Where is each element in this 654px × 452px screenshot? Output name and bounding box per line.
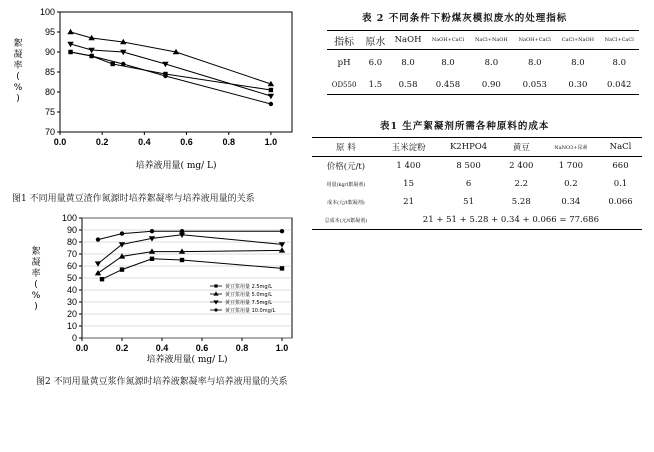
y-axis-label: ( (16, 72, 20, 82)
data-point-triangle (67, 29, 73, 34)
figure1-caption: 图1 不同用量黄豆渣作氮源时培养絮凝率与培养液用量的关系 (12, 194, 255, 204)
table2-header-cell: NaOH+CaCl (518, 37, 551, 43)
data-point-square (150, 257, 154, 261)
y-tick-label: 75 (44, 107, 55, 117)
table2-header-cell: 指标 (334, 36, 355, 48)
table1-cell: 5.28 (511, 197, 531, 207)
data-point-circle (163, 74, 167, 78)
y-axis-label: ) (16, 94, 20, 104)
table1 (312, 137, 642, 230)
data-point-triangle (279, 247, 285, 252)
table2-header-cell: 原水 (365, 36, 386, 48)
data-point-circle (280, 229, 284, 233)
table2-cell: 8.0 (528, 57, 542, 68)
data-point-circle (68, 50, 72, 54)
table2-cell: 8.0 (612, 57, 626, 68)
table2-header-cell: NaCl+NaOH (474, 37, 508, 43)
data-point-triangle (95, 270, 101, 275)
series-line (102, 259, 282, 279)
data-point-circle (96, 237, 100, 241)
table2-cell: 0.58 (398, 79, 418, 90)
legend-entry: 黄豆浆用量 2.5mg/L (225, 284, 273, 290)
data-point-circle (150, 229, 154, 233)
table1-cell: 15 (403, 179, 414, 189)
data-point-triangle-down (268, 94, 274, 99)
data-point-square (100, 277, 104, 281)
y-tick-label: 30 (66, 297, 77, 307)
table1-cell: 1 700 (558, 161, 584, 171)
figure1-chart (2, 0, 302, 170)
table2-header-row (327, 31, 639, 50)
y-tick-label: 95 (44, 27, 55, 37)
data-point-square (180, 258, 184, 262)
y-tick-label: 85 (44, 67, 55, 77)
table2-cell: pH (337, 57, 351, 68)
legend-entry: 黄豆浆用量 5.0mg/L (225, 292, 273, 298)
table2-cell: 8.0 (571, 57, 585, 68)
x-tick-label: 0.6 (180, 137, 193, 147)
y-tick-label: 0 (71, 333, 77, 343)
x-tick-label: 0.8 (235, 343, 249, 353)
table2-title: 表 2 不同条件下粉煤灰模拟废水的处理指标 (362, 13, 568, 24)
table2-cell: 0.30 (568, 79, 588, 90)
table1-cell: 0.2 (564, 179, 578, 189)
data-point-triangle-down (213, 300, 218, 304)
table2 (327, 30, 639, 95)
y-tick-label: 60 (66, 261, 77, 271)
table1-header-cell: 黄豆 (512, 143, 530, 153)
x-tick-label: 0.4 (138, 137, 151, 147)
table1-cell: 8 500 (456, 161, 481, 171)
table1-cell: 0.34 (561, 197, 581, 207)
y-axis-label: 凝 (31, 258, 41, 268)
y-tick-label: 100 (61, 213, 77, 223)
table1-cell: 21 (403, 197, 414, 207)
series-line (71, 44, 271, 96)
table1-header-row (312, 138, 642, 157)
x-tick-label: 0.8 (222, 137, 235, 147)
data-point-square (111, 62, 115, 66)
x-tick-label: 1.0 (275, 343, 289, 353)
data-point-circle (269, 102, 273, 106)
table1-header-cell: K2HPO4 (449, 142, 488, 152)
data-point-square (214, 284, 217, 287)
data-point-triangle-down (279, 242, 285, 247)
y-tick-label: 70 (66, 249, 77, 259)
y-axis-label: 率 (13, 61, 23, 71)
y-axis-label: % (13, 83, 23, 93)
y-axis-label: ( (34, 280, 38, 290)
table1-row (312, 157, 642, 176)
y-axis-label: 絮 (31, 247, 41, 257)
table2-cell: 0.053 (522, 79, 547, 90)
y-tick-label: 20 (66, 309, 77, 319)
table2-cell: 0.042 (607, 79, 632, 90)
table1-cell: 2.2 (514, 179, 529, 189)
legend-entry: 黄豆浆用量 7.5mg/L (225, 300, 273, 306)
table2-header-cell: CaCl+NaOH (561, 37, 595, 43)
table2-header-cell: NaCl+CaCl (604, 37, 634, 43)
table1-header-cell: NaCl (609, 142, 632, 152)
table1-cell: 成本(元/t絮凝剂) (327, 199, 365, 206)
table2-cell: 0.458 (435, 79, 461, 90)
table2-header-cell: NaOH+CaCl (431, 37, 465, 43)
series-line (71, 52, 271, 90)
table2-cell: 8.0 (441, 57, 455, 68)
data-point-square (280, 266, 284, 270)
table1-cell: 2 400 (509, 161, 534, 171)
y-axis-label: 率 (31, 269, 41, 279)
y-tick-label: 80 (44, 87, 55, 97)
y-tick-label: 10 (66, 321, 77, 331)
x-axis-label: 培养液用量( mg/ L) (146, 355, 228, 365)
table1-total-label: 总成本(元/t絮凝剂) (324, 217, 368, 224)
table1-header-cell: 玉米淀粉 (391, 143, 426, 153)
table2-cell: 0.90 (481, 79, 501, 90)
series-line (98, 235, 282, 264)
data-point-square (269, 88, 273, 92)
y-axis-label: 凝 (13, 50, 23, 60)
table2-header-cell: NaOH (394, 35, 422, 45)
y-tick-label: 90 (66, 225, 77, 235)
y-tick-label: 70 (44, 127, 55, 137)
table1-cell: 0.066 (608, 197, 633, 207)
table2-cell: 6.0 (368, 57, 383, 68)
x-tick-label: 0.2 (95, 137, 109, 147)
data-point-circle (121, 62, 125, 66)
y-tick-label: 90 (44, 47, 55, 57)
figure2-chart (20, 208, 330, 378)
y-tick-label: 40 (66, 285, 77, 295)
x-tick-label: 0.0 (75, 343, 89, 353)
table1-cell: 1 400 (396, 161, 421, 171)
table1-total-row (312, 211, 642, 230)
y-axis-label: % (31, 291, 41, 301)
table1-cell: 价格(元/t) (326, 162, 366, 172)
table1-header-cell: 原 料 (336, 143, 356, 153)
x-tick-label: 0.4 (155, 343, 169, 353)
data-point-circle (120, 231, 124, 235)
table1-title: 表1 生产絮凝剂所需各种原料的成本 (380, 121, 550, 132)
data-point-square (120, 267, 124, 271)
table1-total-formula: 21 + 51 + 5.28 + 0.34 + 0.066 = 77.686 (422, 215, 599, 225)
x-axis-label: 培养液用量( mg/ L) (135, 161, 217, 170)
x-tick-label: 0.0 (53, 137, 67, 147)
y-tick-label: 50 (66, 273, 77, 283)
y-axis-label: ) (34, 302, 38, 312)
table2-cell: 1.5 (368, 79, 383, 90)
data-point-circle (180, 229, 184, 233)
data-point-circle (214, 308, 217, 311)
table2-cell: OD550 (331, 80, 357, 89)
table2-cell: 8.0 (401, 57, 415, 68)
x-tick-label: 0.2 (115, 343, 129, 353)
table2-row (327, 50, 639, 76)
data-point-triangle (213, 291, 218, 295)
y-tick-label: 100 (39, 7, 55, 17)
figure2-caption: 图2 不同用量黄豆浆作氮源时培养液絮凝率与培养液用量的关系 (36, 377, 288, 387)
data-point-circle (89, 54, 93, 58)
table1-cell: 0.1 (613, 179, 628, 189)
table1-cell: 6 (465, 179, 472, 189)
plot-frame (60, 12, 292, 132)
table2-cell: 8.0 (484, 57, 499, 68)
y-tick-label: 80 (66, 237, 77, 247)
table1-header-cell: NaNO3+尿素 (554, 144, 588, 151)
y-axis-label: 絮 (13, 39, 23, 49)
table1-row (312, 193, 642, 211)
table1-row (312, 175, 642, 193)
x-tick-label: 1.0 (264, 137, 278, 147)
table1-cell: 660 (612, 161, 629, 171)
x-tick-label: 0.6 (195, 343, 209, 353)
table2-row (327, 76, 639, 95)
table1-cell: 51 (463, 197, 474, 207)
legend-entry: 黄豆浆用量 10.0mg/L (225, 308, 276, 314)
table1-cell: 用量(kg/t絮凝剂) (326, 181, 366, 188)
